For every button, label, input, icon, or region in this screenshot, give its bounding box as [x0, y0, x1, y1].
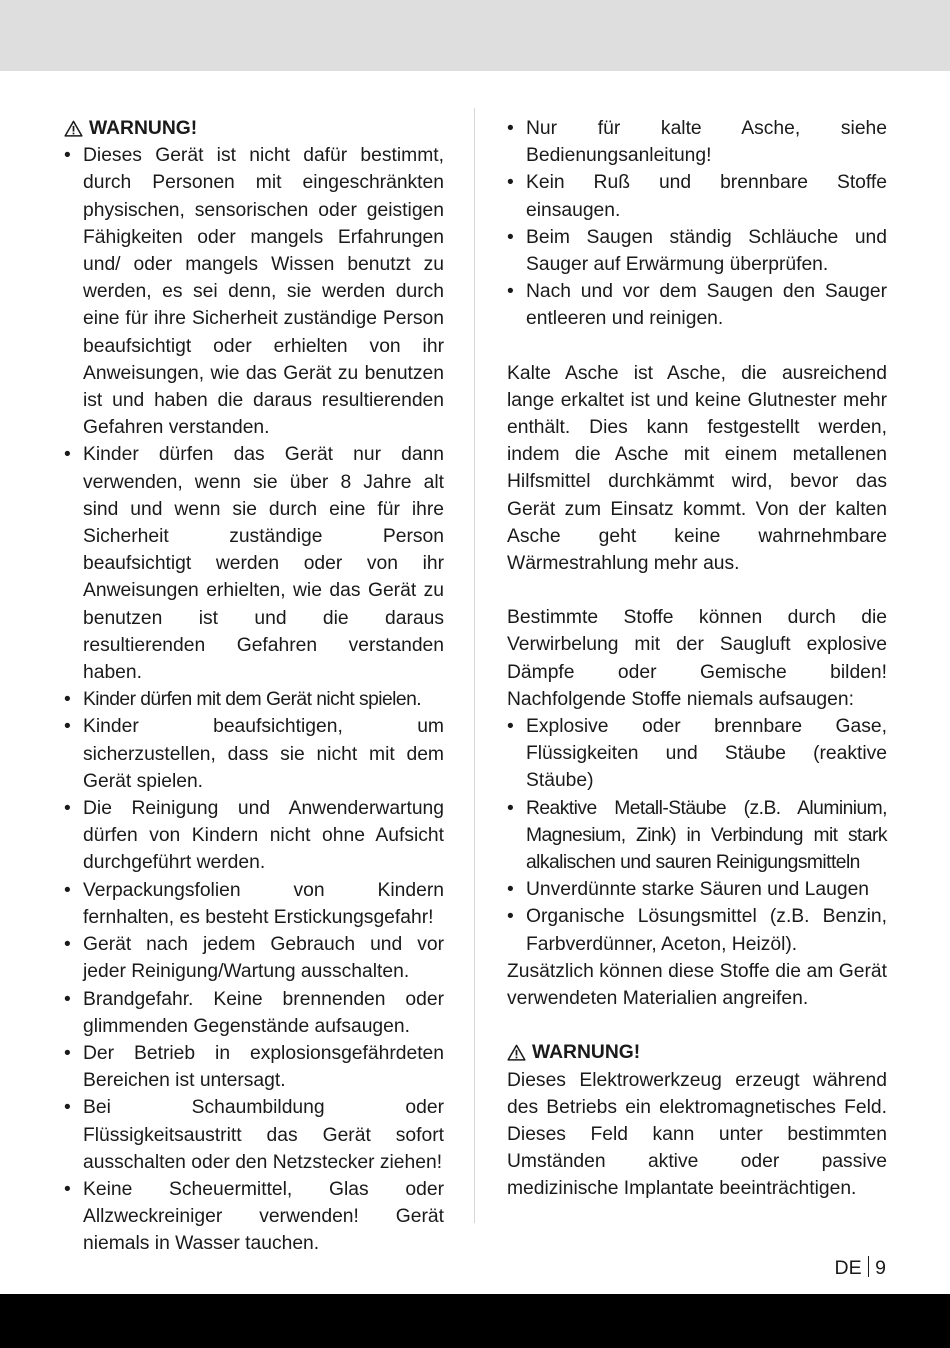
list-item: • Reaktive Metall-Stäube (z.B. Aluminium, Magnesium, Zink) in Verbindung mit stark alkalischen und sauren Reinigungsmitteln [507, 797, 887, 874]
warning-heading [64, 115, 444, 142]
column-divider [474, 108, 475, 1223]
list-item-text: Gerät nach jedem Gebrauch und vor jeder Reinigung/Wartung ausschalten. [83, 934, 444, 983]
list-item: • Beim Saugen ständig Schläuche und Sauger auf Erwärmung überprüfen. [507, 226, 887, 276]
list-item: • Organische Lösungsmittel (z.B. Benzin, Farbverdünner, Aceton, Heizöl). [507, 906, 887, 955]
list-item-text: Der Betrieb in explosionsgefährdeten Bereichen ist untersagt. [83, 1042, 444, 1092]
list-item: • Kinder dürfen das Gerät nur dann verwenden, wenn sie über 8 Jahre alt sind und wenn sie durch eine für ihre Sicherheit zuständige Person beaufsichtigt werden oder von ihr Anweisungen erhielten, wie das Gerät zu benutzen ist und die daraus resultierenden Gefahren verstanden haben. [64, 444, 444, 684]
warning-triangle-icon [64, 120, 83, 137]
language-code: DE [834, 1257, 862, 1279]
list-item: • Der Betrieb in explosionsgefährdeten Bereichen ist untersagt. [64, 1042, 444, 1092]
emf-warning-text: Dieses Elektrowerkzeug erzeugt während des Betriebs ein elektromagnetisches Feld. Dieses Feld kann unter bestimmten Umständen aktive oder passive medizinische Implantate beeinträchtigen. [507, 1069, 887, 1200]
substances-intro: Bestimmte Stoffe können durch die Verwirbelung mit der Saugluft explosive Dämpfe oder Gemische bilden! Nachfolgende Stoffe niemals aufsaugen: [507, 607, 887, 710]
warning-triangle-icon [507, 1044, 526, 1061]
list-item-text: Organische Lösungsmittel (z.B. Benzin, Farbverdünner, Aceton, Heizöl). [526, 906, 887, 955]
left-column [64, 115, 444, 1258]
ash-list [507, 115, 887, 333]
list-item-text: Kinder dürfen mit dem Gerät nicht spielen. [83, 689, 422, 711]
list-item: • Nur für kalte Asche, siehe Bedienungsanleitung! [507, 118, 887, 167]
list-item: • Nach und vor dem Saugen den Sauger entleeren und reinigen. [507, 281, 887, 330]
list-item-text: Reaktive Metall-Stäube (z.B. Aluminium, Magnesium, Zink) in Verbindung mit stark alkalischen und sauren Reinigungsmitteln [526, 797, 887, 874]
list-item-text: Nur für kalte Asche, siehe Bedienungsanleitung! [526, 118, 887, 167]
list-item-text: Kinder beaufsichtigen, um sicherzustellen, dass sie nicht mit dem Gerät spielen. [83, 716, 444, 792]
right-column [507, 115, 887, 1203]
list-item-text: Kein Ruß und brennbare Stoffe einsaugen. [526, 172, 887, 221]
footer-band [0, 1294, 950, 1348]
list-item: • Gerät nach jedem Gebrauch und vor jeder Reinigung/Wartung ausschalten. [64, 934, 444, 983]
list-item: • Verpackungsfolien von Kindern fernhalten, es besteht Erstickungsgefahr! [64, 879, 444, 928]
list-item: • Kein Ruß und brennbare Stoffe einsaugen. [507, 172, 887, 221]
list-item: • Explosive oder brennbare Gase, Flüssigkeiten und Stäube (reaktive Stäube) [507, 716, 887, 792]
list-item-text: Bei Schaumbildung oder Flüssigkeitsaustritt das Gerät sofort ausschalten oder den Netzstecker ziehen! [83, 1097, 444, 1173]
list-item: • Dieses Gerät ist nicht dafür bestimmt, durch Personen mit eingeschränkten physischen, sensorischen oder geistigen Fähigkeiten oder mangels Erfahrungen und/ oder mangels Wissen benutzt zu werden, es sei denn, sie werden durch eine für ihre Sicherheit zuständige Person beaufsichtigt oder erhielten von ihr Anweisungen, wie das Gerät zu benutzen ist und haben die daraus resultierenden Gefahren verstanden. [64, 145, 444, 439]
footer-separator [868, 1256, 870, 1277]
list-item-text: Explosive oder brennbare Gase, Flüssigkeiten und Stäube (reaktive Stäube) [526, 716, 887, 792]
list-item: • Die Reinigung und Anwenderwartung dürfen von Kindern nicht ohne Aufsicht durchgeführt werden. [64, 798, 444, 874]
list-item-text: Brandgefahr. Keine brennenden oder glimmenden Gegenstände aufsaugen. [83, 988, 444, 1037]
warning-title: WARNUNG! [532, 1042, 641, 1064]
substances-list [507, 713, 887, 958]
warning-title: WARNUNG! [89, 118, 198, 139]
list-item-text: Verpackungsfolien von Kindern fernhalten, es besteht Erstickungsgefahr! [83, 879, 444, 928]
safety-list [64, 142, 444, 1257]
warning-heading [507, 1039, 887, 1066]
list-item: • Kinder dürfen mit dem Gerät nicht spielen. [64, 689, 422, 711]
list-item: • Unverdünnte starke Säuren und Laugen [507, 879, 870, 901]
header-band [0, 0, 950, 71]
page-footer [835, 1255, 886, 1282]
list-item-text: Nach und vor dem Saugen den Sauger entleeren und reinigen. [526, 281, 887, 330]
list-item-text: Keine Scheuermittel, Glas oder Allzweckreiniger verwenden! Gerät niemals in Wasser tauchen. [83, 1178, 444, 1255]
list-item-text: Kinder dürfen das Gerät nur dann verwenden, wenn sie über 8 Jahre alt sind und wenn sie durch eine für ihre Sicherheit zuständige Person beaufsichtigt werden oder von ihr Anweisungen erhielten, wie das Gerät zu benutzen ist und die daraus resultierenden Gefahren verstanden haben. [83, 444, 444, 684]
list-item: • Keine Scheuermittel, Glas oder Allzweckreiniger verwenden! Gerät niemals in Wasser tauchen. [64, 1178, 444, 1255]
page-number: 9 [875, 1257, 886, 1279]
list-item-text: Dieses Gerät ist nicht dafür bestimmt, durch Personen mit eingeschränkten physischen, sensorischen oder geistigen Fähigkeiten oder mangels Erfahrungen und/ oder mangels Wissen benutzt zu werden, es sei denn, sie werden durch eine für ihre Sicherheit zuständige Person beaufsichtigt oder erhielten von ihr Anweisungen, wie das Gerät zu benutzen ist und haben die daraus resultierenden Gefahren verstanden. [83, 145, 444, 439]
list-item-text: Unverdünnte starke Säuren und Laugen [526, 879, 870, 901]
list-item: • Bei Schaumbildung oder Flüssigkeitsaustritt das Gerät sofort ausschalten oder den Netzstecker ziehen! [64, 1097, 444, 1173]
substances-outro: Zusätzlich können diese Stoffe die am Gerät verwendeten Materialien angreifen. [507, 960, 887, 1010]
cold-ash-paragraph: Kalte Asche ist Asche, die ausreichend lange erkaltet ist und keine Glutnester mehr enthält. Dies kann festgestellt werden, indem die Asche mit einem metallenen Hilfsmittel durchkämmt wird, bevor das Gerät zum Einsatz kommt. Von der kalten Asche geht keine wahrnehmbare Wärmestrahlung mehr aus. [507, 362, 887, 575]
list-item-text: Die Reinigung und Anwenderwartung dürfen von Kindern nicht ohne Aufsicht durchgeführt werden. [83, 798, 444, 874]
list-item: • Kinder beaufsichtigen, um sicherzustellen, dass sie nicht mit dem Gerät spielen. [64, 716, 444, 792]
list-item: • Brandgefahr. Keine brennenden oder glimmenden Gegenstände aufsaugen. [64, 988, 444, 1037]
list-item-text: Beim Saugen ständig Schläuche und Sauger auf Erwärmung überprüfen. [526, 226, 887, 276]
